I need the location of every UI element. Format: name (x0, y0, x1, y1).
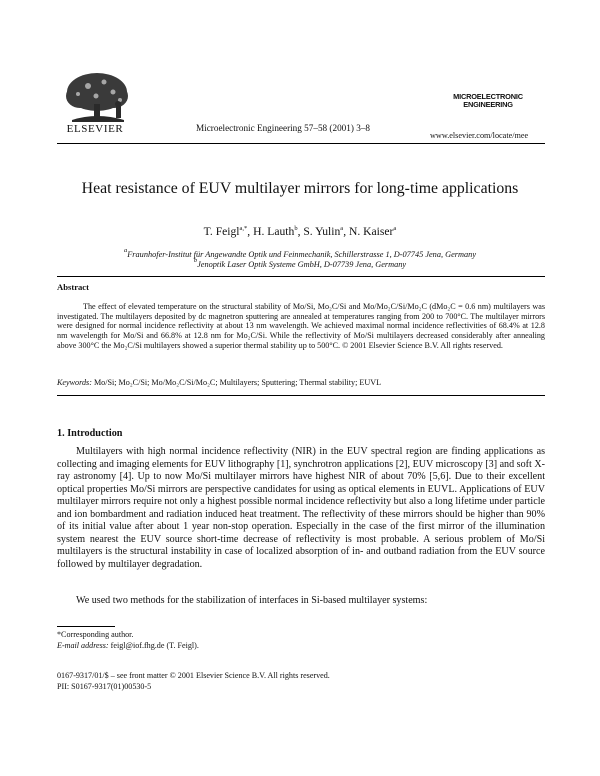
journal-url[interactable]: www.elsevier.com/locate/mee (430, 131, 529, 140)
abstract-bottom-divider (57, 395, 545, 396)
section-heading: 1. Introduction (57, 428, 123, 439)
affiliation-superscript: a (123, 247, 128, 254)
publisher-name: ELSEVIER (66, 123, 124, 135)
keywords-list: Mo/Si; Mo₂C/Si; Mo/Mo₂C/Si/Mo₂C; Multilayers; Sputtering; Thermal stability; EUVL (93, 378, 382, 387)
journal-logo-line-2: ENGINEERING (463, 100, 513, 109)
author-superscript: b (294, 225, 298, 232)
footnote-divider (57, 626, 115, 627)
author-list: T. Feigl$^{a,*}$, H. Lauth$^b$, S. Yulin$^a$, N. Kaiser$^a$ (203, 225, 397, 238)
body-paragraph: We used two methods for the stabilization of interfaces in Si-based multilayer systems: (76, 595, 428, 606)
affiliation-text: Fraunhofer-Institut für Angewandte Optik und Feinmechanik, Schillerstrasse 1, D-07745 Jena, Germany (127, 250, 477, 259)
copyright-line: 0167-9317/01/$ – see front matter © 2001 Elsevier Science B.V. All rights reserved. (57, 671, 330, 680)
author-superscript: a,* (239, 225, 248, 232)
body-paragraph: Multilayers with high normal incidence reflectivity (NIR) in the EUV spectral region are finding applications as collecting and imaging elements for EUV lithography [1], synchrotron applications [2], EUV microscopy [3] and soft X-ray astronomy [4]. Up to now Mo/Si multilayer mirrors have highest NIR of about 70% [5,6]. Due to their excellent optical properties Mo/Si mirrors are perspective candidates for using as optical elements in EUVL. Applications of EUV multilayer mirrors require not only a highest possible normal incidence reflectivity but also a long lifetime under particle and ion bombardment and radiation induced heat treatment. The reflectivity of these mirrors should be higher than 90% of its initial value after about 1 year non-stop operation. Especially in the case of the first mirror of the illumination system nearest the EUV source short-time decrease of reflectivity is most probable. A serious problem of Mo/Si multilayers is the structural instability in case of localized absorption of in- and outband radiation from the EUV source followed by multilayer degradation. (57, 446, 545, 570)
abstract-top-divider (57, 276, 545, 277)
journal-logo (428, 93, 548, 109)
affiliation (70, 257, 530, 269)
affiliation-text: Jenoptik Laser Optik Systeme GmbH, D-07739 Jena, Germany (197, 260, 407, 269)
author-superscript: a (393, 225, 397, 232)
email-value[interactable]: feigl@iof.fhg.de (T. Feigl). (110, 641, 199, 650)
abstract-body: The effect of elevated temperature on the structural stability of Mo/Si, Mo₂C/Si and Mo/Mo₂C/Si/Mo₂C (dMo₂C = 0.6 nm) multilayers was investigated. The multilayers deposited by dc magnetron sputtering are annealed at temperatures ranging from 200 to 700°C. The multilayer mirrors were designed for normal incidence reflectivity at about 13 nm wavelength. We achieved maximal normal incidence reflectivities of 68.4% at 12.8 nm wavelength for Mo/Si and 66.8% at 12.8 nm for Mo₂C/Si. While the reflectivity of Mo/Si multilayers decreased considerably after annealing above 300°C the Mo₂C/Si multilayers showed a superior thermal stability up to 500°C. © 2001 Elsevier Science B.V. All rights reserved. (57, 302, 545, 350)
author-name: H. Lauth (253, 225, 295, 238)
pii-line: PII: S0167-9317(01)00530-5 (57, 682, 152, 691)
footnote-corresponding-author: *Corresponding author. (57, 630, 134, 639)
author-name: N. Kaiser (348, 225, 394, 238)
abstract-heading: Abstract (57, 282, 89, 292)
author-name: T. Feigl (203, 225, 240, 238)
header-divider (57, 143, 545, 144)
keywords (57, 378, 545, 387)
author-superscript: a (340, 225, 344, 232)
article-title: Heat resistance of EUV multilayer mirrors for long-time applications (81, 180, 519, 197)
keywords-label: Keywords: (57, 378, 92, 387)
journal-citation: Microelectronic Engineering 57–58 (2001) 3–8 (196, 123, 371, 133)
author-name: S. Yulin (303, 225, 341, 238)
affiliation-superscript: b (193, 257, 198, 264)
email-label: E-mail address: (57, 641, 109, 650)
footnote-email (57, 641, 199, 650)
journal-logo-line-1: MICROELECTRONIC (453, 92, 523, 101)
